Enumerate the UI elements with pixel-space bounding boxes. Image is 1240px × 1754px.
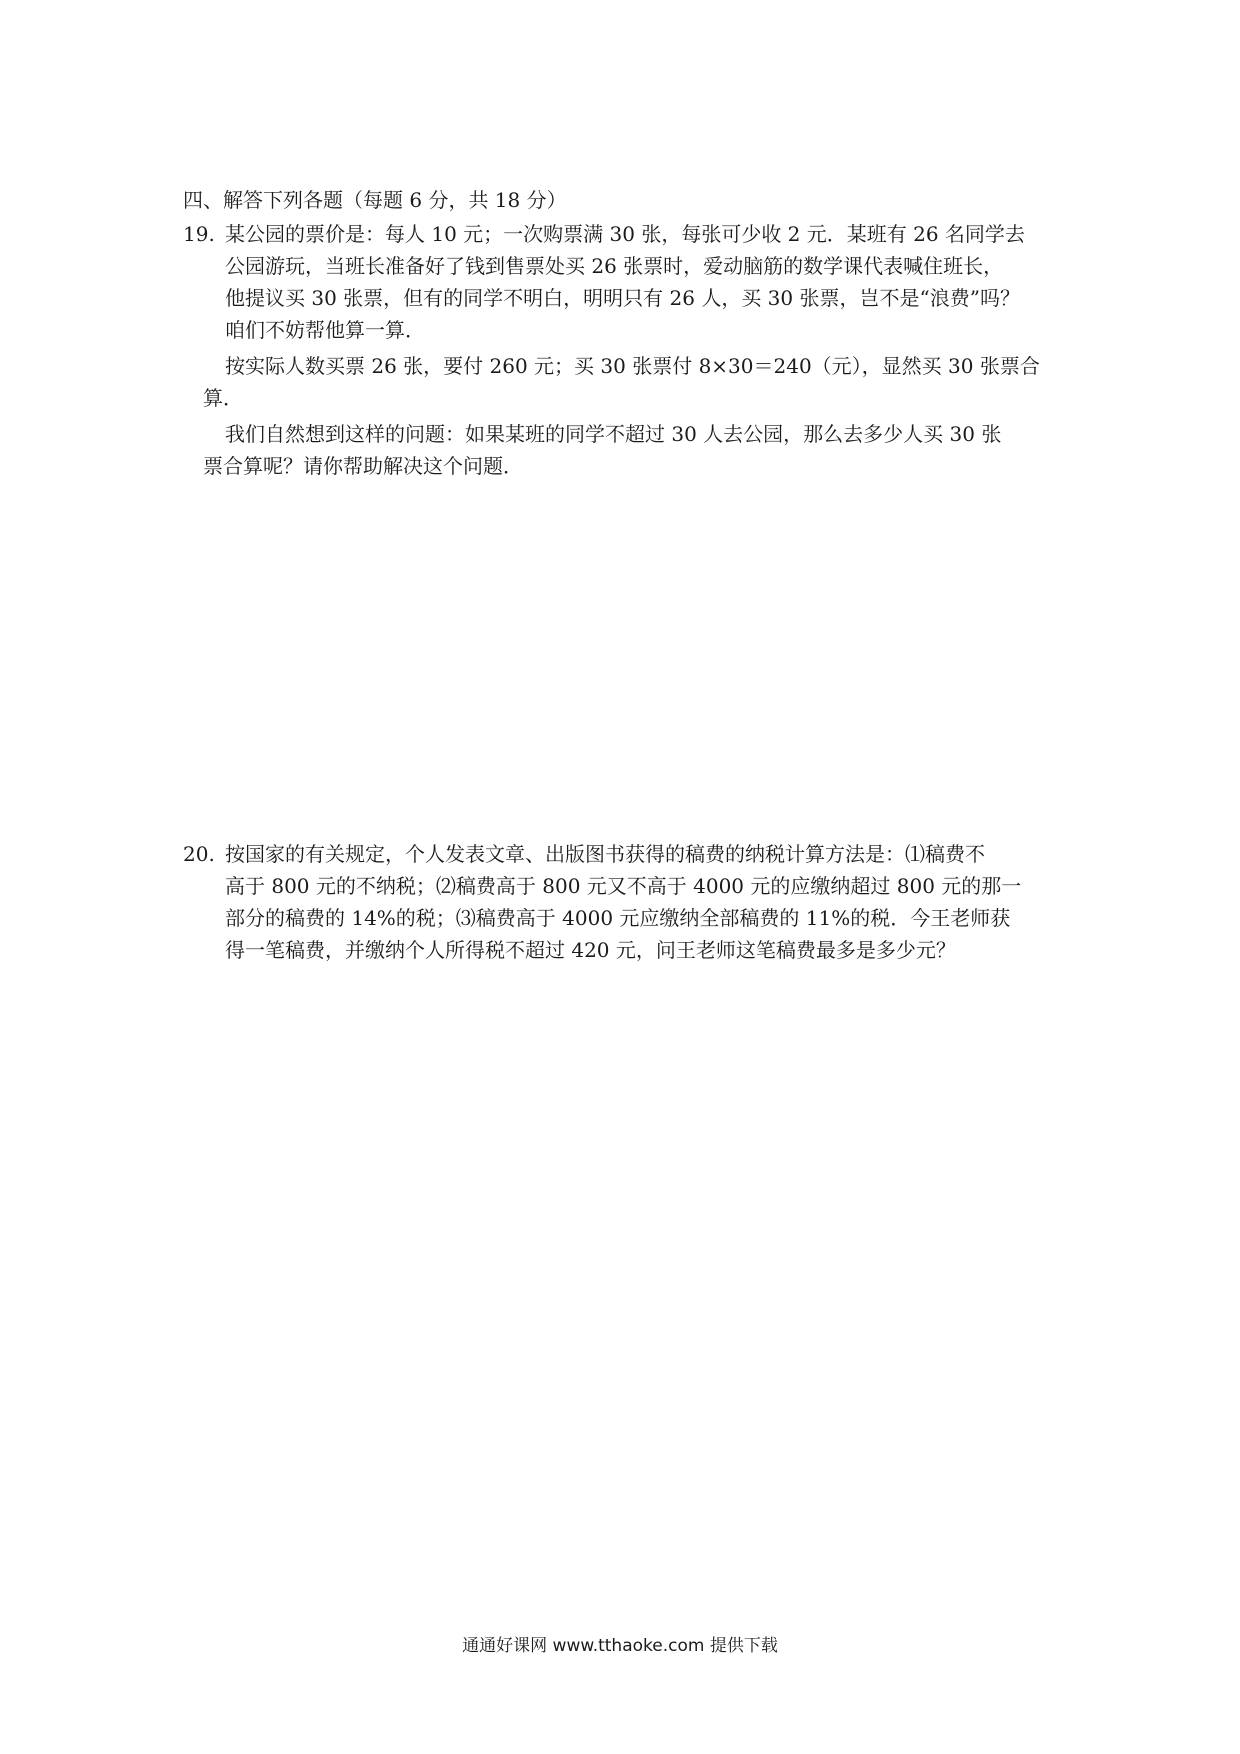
question-line: 得一笔稿费，并缴纳个人所得税不超过 420 元，问王老师这笔稿费最多是多少元？ [225,938,956,962]
question-20 [183,838,1063,966]
question-number: 19. [183,222,215,246]
question-line: 按国家的有关规定，个人发表文章、出版图书获得的稿费的纳税计算方法是：⑴稿费不 [225,842,985,866]
paragraph-line: 按实际人数买票 26 张，要付 260 元；买 30 张票付 8×30＝240（元），显然买 30 张票合 [225,354,1040,378]
question-number: 20. [183,842,215,866]
paragraph-line: 算． [203,386,243,410]
question-line: 他提议买 30 张票，但有的同学不明白，明明只有 26 人，买 30 张票，岂不是“浪费”吗？ [225,286,1020,310]
question-paragraph [183,350,1063,414]
question-line: 高于 800 元的不纳税；⑵稿费高于 800 元又不高于 4000 元的应缴纳超过 800 元的那一 [225,874,1022,898]
question-line: 公园游玩，当班长准备好了钱到售票处买 26 张票时，爱动脑筋的数学课代表喊住班长， [225,254,1004,278]
footer-text: 通通好课网 www.tthaoke.com 提供下载 [462,1636,778,1656]
question-19 [183,218,1063,482]
paragraph-line: 票合算呢？请你帮助解决这个问题． [203,454,523,478]
question-line: 咱们不妨帮他算一算． [225,318,425,342]
section-heading: 四、解答下列各题（每题 6 分，共 18 分） [183,188,567,212]
question-line: 某公园的票价是：每人 10 元；一次购票满 30 张，每张可少收 2 元．某班有 26 名同学去 [225,222,1025,246]
question-paragraph [183,418,1063,482]
question-line: 部分的稿费的 14%的税；⑶稿费高于 4000 元应缴纳全部稿费的 11%的税．今王老师获 [225,906,1011,930]
paragraph-line: 我们自然想到这样的问题：如果某班的同学不超过 30 人去公园，那么去多少人买 30 张 [225,422,1002,446]
